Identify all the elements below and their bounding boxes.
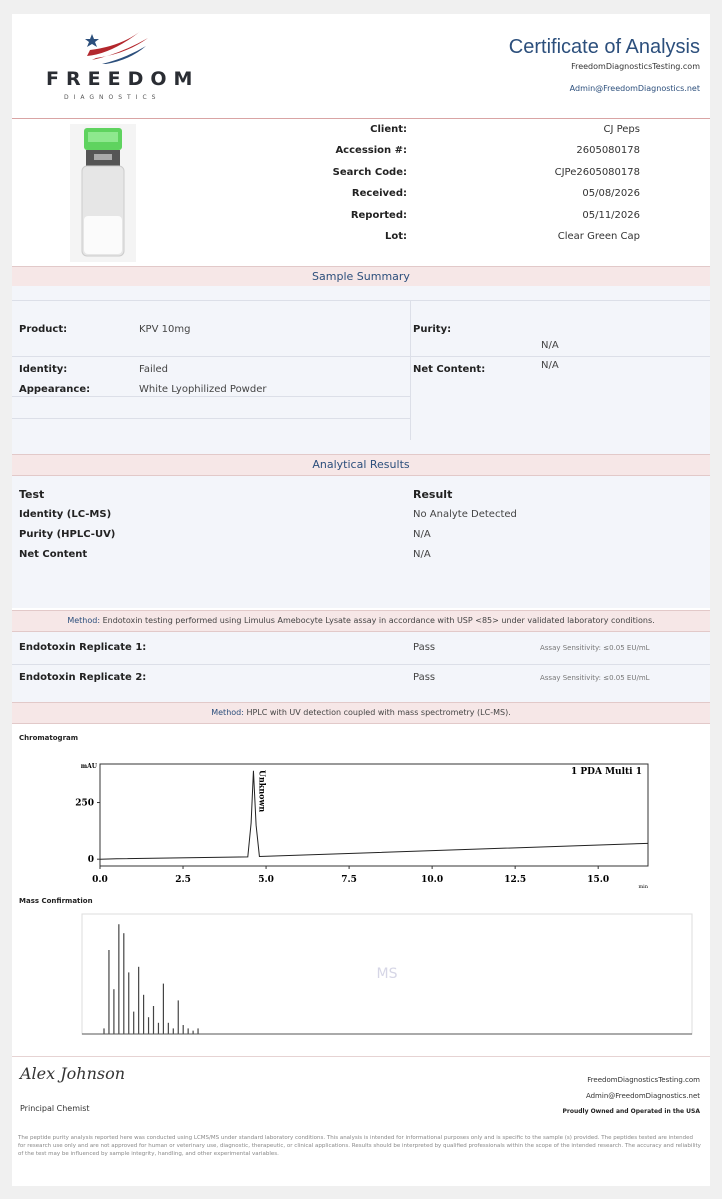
endotoxin-result: Pass (413, 672, 436, 683)
summary-rule (12, 300, 710, 301)
footer-website-link[interactable]: FreedomDiagnosticsTesting.com (587, 1076, 700, 1084)
appearance-label: Appearance: (19, 384, 91, 395)
product-value: KPV 10mg (139, 324, 191, 335)
x-tick-label: 12.5 (504, 875, 527, 885)
y-tick-label: 0 (87, 855, 94, 866)
mass-spectrum-chart (12, 906, 710, 1048)
x-tick-label: 15.0 (587, 875, 610, 885)
signature: Alex Johnson (20, 1064, 126, 1083)
chart-legend: 1 PDA Multi 1 (571, 767, 642, 777)
logo-subtitle: DIAGNOSTICS (64, 94, 161, 101)
mass-confirmation-title: Mass Confirmation (19, 897, 93, 905)
test-name: Purity (HPLC-UV) (19, 529, 116, 540)
hplc-method-text: HPLC with UV detection coupled with mass spectrometry (LC-MS). (246, 708, 511, 717)
disclaimer-text: The peptide purity analysis reported here was conducted using LCMS/MS under standard laboratory conditions. This analysis is intended for informational purposes only and is specific to the sample (s) provided. The peptides tested are intended for research use only and are not approved for human or veterinary use, diagnostic, therapeutic, or clinical applications. Results should be interpreted by qualified professionals within the scope of the intended research. The accuracy and reliability of the test may be influenced by sample integrity, handling, and other experimental variables. (18, 1135, 701, 1157)
appearance-value: White Lyophilized Powder (139, 384, 267, 395)
x-tick-label: 2.5 (175, 875, 191, 885)
accession-label: Accession #: (335, 145, 407, 156)
summary-rule (12, 396, 410, 397)
reported-label: Reported: (350, 210, 407, 221)
method-label: Method: (67, 616, 101, 625)
summary-rule (410, 356, 710, 357)
result-column-header: Result (413, 488, 453, 501)
lot-value: Clear Green Cap (557, 231, 640, 242)
peak-label: Unknown (257, 770, 268, 813)
x-tick-label: 10.0 (421, 875, 444, 885)
purity-label: Purity: (413, 324, 452, 335)
ms-watermark: MS (376, 966, 398, 982)
company-logo (46, 24, 200, 104)
y-axis-unit: mAU (80, 763, 97, 770)
footer-tagline: Proudly Owned and Operated in the USA (562, 1108, 700, 1115)
vial-icon (70, 124, 136, 262)
assay-sensitivity: Assay Sensitivity: ≤0.05 EU/mL (540, 674, 650, 682)
footer-email-link[interactable]: Admin@FreedomDiagnostics.net (585, 1092, 700, 1100)
received-label: Received: (351, 188, 407, 199)
flag-swoosh-icon (82, 24, 152, 64)
test-result: N/A (413, 529, 431, 540)
purity-value: N/A (541, 340, 559, 351)
x-tick-label: 5.0 (258, 875, 274, 885)
net-content-label: Net Content: (413, 364, 486, 375)
identity-value: Failed (139, 364, 169, 375)
test-result: No Analyte Detected (413, 509, 517, 520)
logo-wordmark: FREEDOM (46, 68, 200, 90)
client-value: CJ Peps (603, 124, 640, 135)
assay-sensitivity: Assay Sensitivity: ≤0.05 EU/mL (540, 644, 650, 652)
certificate-page (12, 14, 710, 1186)
header-divider (12, 118, 710, 119)
received-value: 05/08/2026 (582, 188, 640, 199)
summary-divider (410, 300, 411, 440)
reported-value: 05/11/2026 (582, 210, 640, 221)
endotoxin-table (12, 632, 710, 702)
endotoxin-rule (12, 664, 710, 665)
endotoxin-method-band (12, 610, 710, 632)
summary-rule (12, 356, 410, 357)
identity-label: Identity: (19, 364, 68, 375)
endotoxin-name: Endotoxin Replicate 2: (19, 672, 147, 683)
sample-summary-panel (12, 286, 710, 462)
search-code-value: CJPe2605080178 (554, 167, 640, 178)
test-name: Net Content (19, 549, 88, 560)
endotoxin-name: Endotoxin Replicate 1: (19, 642, 147, 653)
y-tick-label: 250 (75, 798, 94, 809)
sample-vial-image (70, 124, 136, 262)
chromatogram-chart (12, 742, 710, 892)
header-website-link[interactable]: FreedomDiagnosticsTesting.com (571, 62, 700, 71)
document-title: Certificate of Analysis (508, 36, 700, 58)
lot-label: Lot: (384, 231, 407, 242)
search-code-label: Search Code: (332, 167, 407, 178)
analytical-results-table (12, 476, 710, 608)
endotoxin-result: Pass (413, 642, 436, 653)
summary-rule (12, 418, 410, 419)
net-content-value: N/A (541, 360, 559, 371)
accession-value: 2605080178 (576, 145, 640, 156)
x-axis-unit: min (638, 884, 648, 890)
sample-summary-heading: Sample Summary (12, 266, 710, 288)
test-result: N/A (413, 549, 431, 560)
x-tick-label: 7.5 (341, 875, 357, 885)
test-name: Identity (LC-MS) (19, 509, 112, 520)
plot-frame (100, 764, 648, 866)
product-label: Product: (19, 324, 68, 335)
signer-title: Principal Chemist (20, 1104, 90, 1113)
header-email-link[interactable]: Admin@FreedomDiagnostics.net (569, 84, 700, 93)
x-tick-label: 0.0 (92, 875, 108, 885)
analytical-results-heading: Analytical Results (12, 454, 710, 476)
chromatogram-title: Chromatogram (19, 734, 79, 742)
test-column-header: Test (19, 488, 45, 501)
endotoxin-method-text: Endotoxin testing performed using Limulus Amebocyte Lysate assay in accordance with USP <85> under validated laboratory conditions. (102, 616, 655, 625)
client-label: Client: (370, 124, 407, 135)
footer-divider (12, 1056, 710, 1057)
method-label: Method: (211, 708, 244, 717)
hplc-method-band (12, 702, 710, 724)
